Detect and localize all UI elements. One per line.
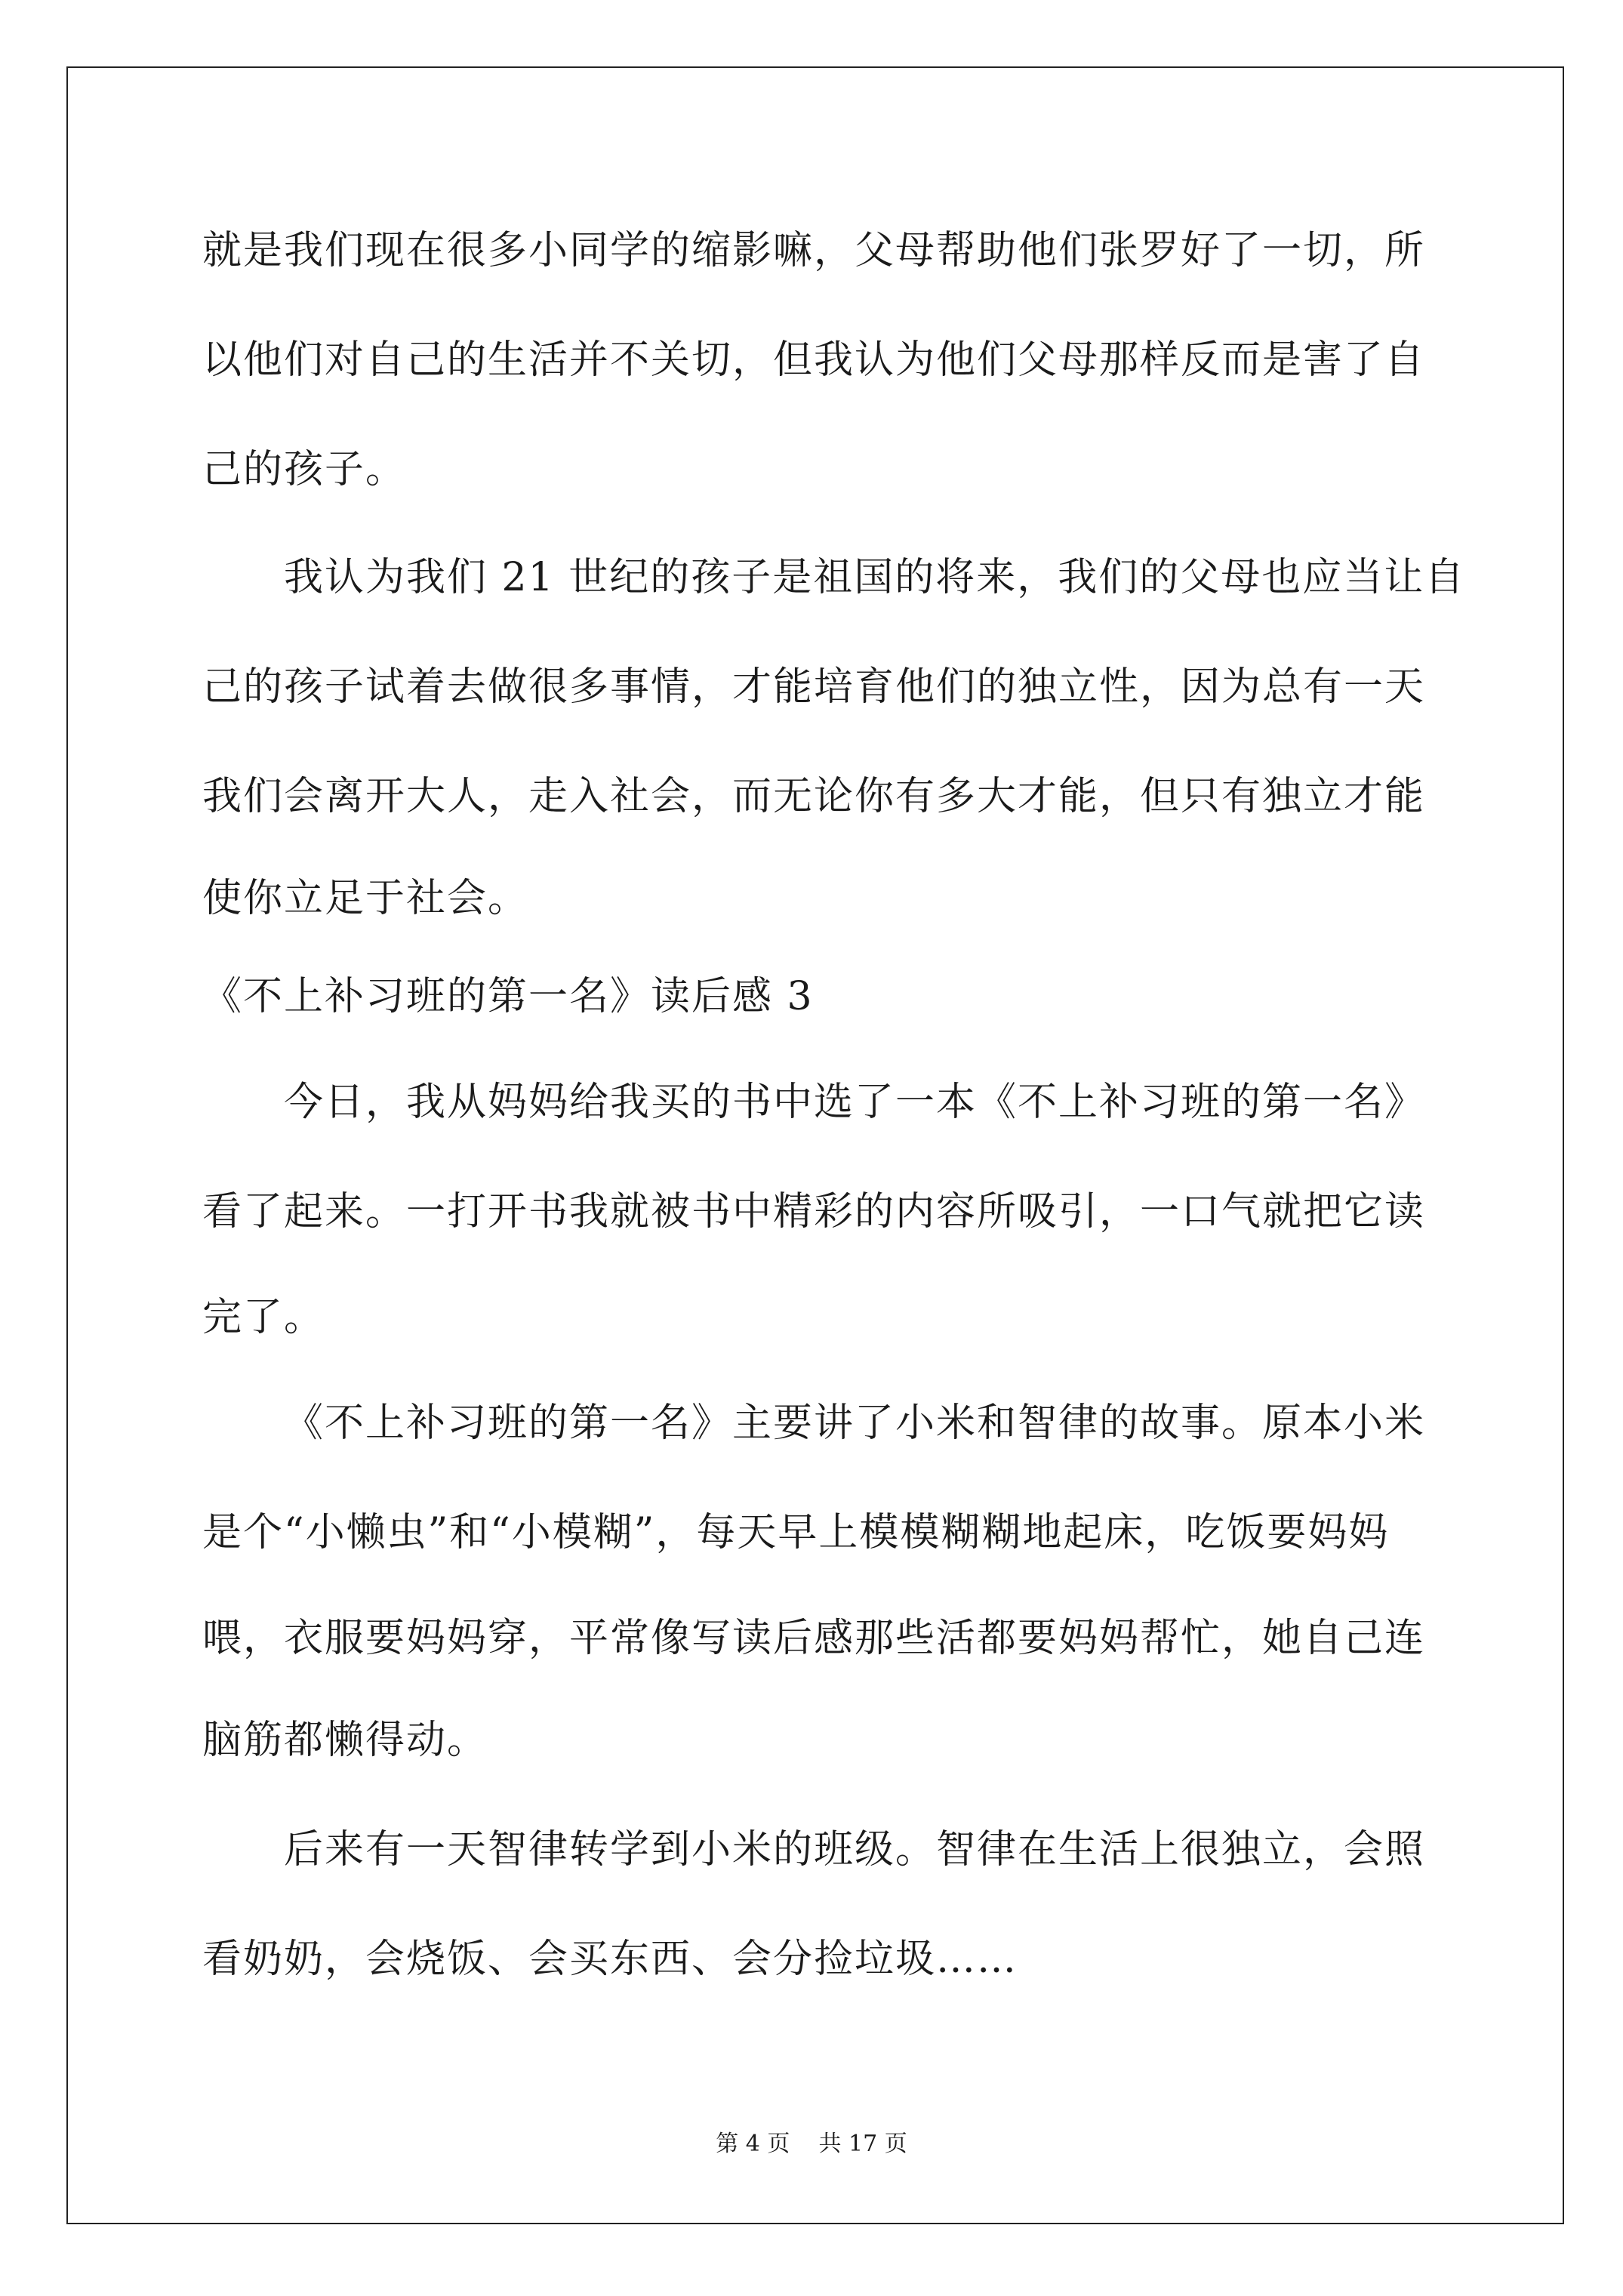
text-line: 今日，我从妈妈给我买的书中选了一本《不上补习班的第一名》 [284,1080,1426,1125]
text-line: 喂，衣服要妈妈穿，平常像写读后感那些活都要妈妈帮忙，她自己连 [202,1616,1426,1661]
text-line: 《不上补习班的第一名》主要讲了小米和智律的故事。原本小米 [284,1401,1426,1446]
text-line: 就是我们现在很多小同学的缩影嘛，父母帮助他们张罗好了一切，所 [202,228,1426,273]
text-line: 脑筋都懒得动。 [202,1718,488,1763]
text-line: 看奶奶，会烧饭、会买东西、会分捡垃圾…… [202,1937,1018,1982]
section-title: 《不上补习班的第一名》读后感 3 [202,974,814,1019]
text-line: 己的孩子。 [202,447,407,492]
text-line: 己的孩子试着去做很多事情，才能培育他们的独立性，因为总有一天 [202,664,1426,710]
page-border [66,66,1564,2224]
text-line: 是个“小懒虫”和“小模糊”，每天早上模模糊糊地起床，吃饭要妈妈 [202,1510,1390,1555]
text-line: 我们会离开大人，走入社会，而无论你有多大才能，但只有独立才能 [202,774,1426,819]
text-line: 我认为我们 21 世纪的孩子是祖国的将来，我们的父母也应当让自 [284,555,1466,600]
text-line: 使你立足于社会。 [202,876,529,921]
text-line: 以他们对自己的生活并不关切，但我认为他们父母那样反而是害了自 [202,337,1426,383]
text-line: 后来有一天智律转学到小米的班级。智律在生活上很独立，会照 [284,1827,1426,1872]
text-line: 看了起来。一打开书我就被书中精彩的内容所吸引，一口气就把它读 [202,1189,1426,1234]
page-number-footer: 第 4 页 共 17 页 [716,2131,907,2157]
text-line: 完了。 [202,1295,325,1340]
